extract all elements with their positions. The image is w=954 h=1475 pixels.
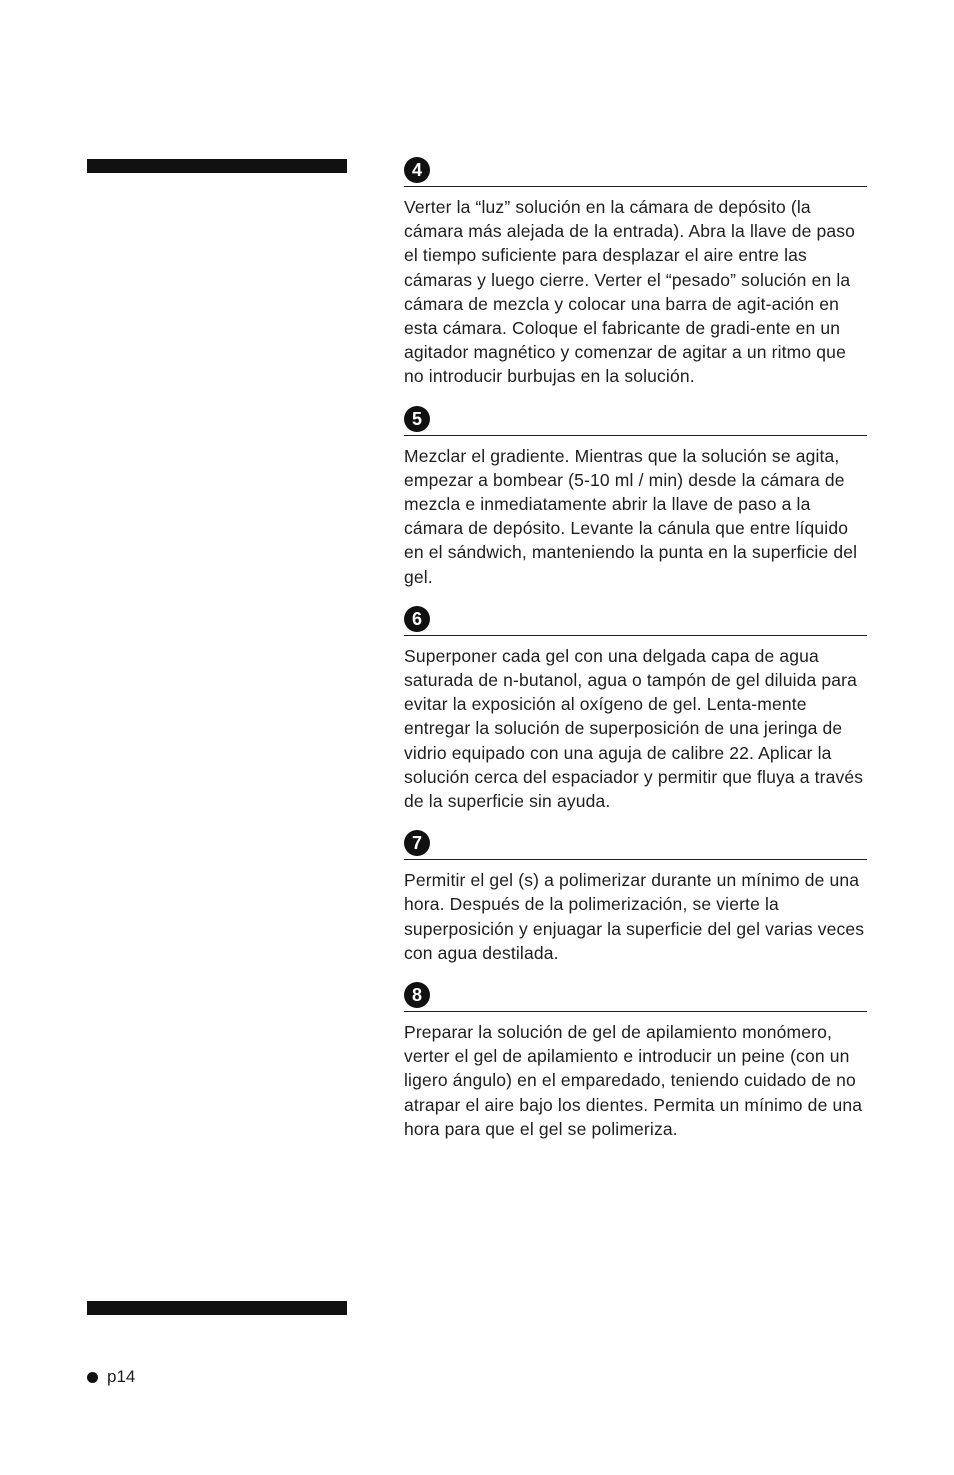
step-number-badge: 5: [404, 406, 430, 432]
step-number-badge: 4: [404, 157, 430, 183]
step-header: [404, 829, 867, 860]
step-text: Mezclar el gradiente. Mientras que la solución se agita, empezar a bombear (5-10 ml / min) desde la cámara de mezcla e inmediatamente abrir la llave de paso a la cámara de depósito. Levante la cánula que entre líquido en el sándwich, manteniendo la punta en la superficie del gel.: [404, 445, 858, 587]
instructions-column: [404, 156, 867, 1141]
step-text: Verter la “luz” solución en la cámara de depósito (la cámara más alejada de la entrada). Abra la llave de paso el tiempo suficiente para desplazar el aire entre las cámaras y luego cierre. Verter el “pesado” solución en la cámara de mezcla y colocar una barra de agit-ación en esta cámara. Coloque el fabricante de gradi-ente en un agitador magnético y comenzar de agitar a un ritmo que no introducir burbujas en la solución.: [404, 197, 856, 387]
page-number: p14: [107, 1367, 136, 1386]
step-header: [404, 156, 867, 187]
step-6: [404, 605, 867, 813]
step-number-badge: 6: [404, 606, 430, 632]
step-7: [404, 829, 867, 965]
step-header: [404, 981, 867, 1012]
sidebar-rule-bottom: [87, 1301, 347, 1315]
step-text: Superponer cada gel con una delgada capa de agua saturada de n-butanol, agua o tampón de gel diluida para evitar la exposición al oxígeno de gel. Lenta-mente entregar la solución de superposición de una jeringa de vidrio equipado con una aguja de calibre 22. Aplicar la solución cerca del espaciador y permitir que fluya a través de la superficie sin ayuda.: [404, 645, 864, 812]
page-footer: [87, 1367, 135, 1387]
step-text: Permitir el gel (s) a polimerizar durante un mínimo de una hora. Después de la polimerización, se vierte la superposición y enjuagar la superficie del gel varias veces con agua destilada.: [404, 870, 865, 963]
step-text: Preparar la solución de gel de apilamiento monómero, verter el gel de apilamiento e introducir un peine (con un ligero ángulo) en el emparedado, teniendo cuidado de no atrapar el aire bajo los dientes. Permita un mínimo de una hora para que el gel se polimeriza.: [404, 1022, 863, 1139]
step-number-badge: 8: [404, 982, 430, 1008]
sidebar-rule-top: [87, 159, 347, 173]
step-number-badge: 7: [404, 830, 430, 856]
step-header: [404, 605, 867, 636]
step-4: [404, 156, 867, 389]
step-8: [404, 981, 867, 1141]
step-header: [404, 405, 867, 436]
bullet-icon: [87, 1372, 98, 1383]
step-5: [404, 405, 867, 589]
